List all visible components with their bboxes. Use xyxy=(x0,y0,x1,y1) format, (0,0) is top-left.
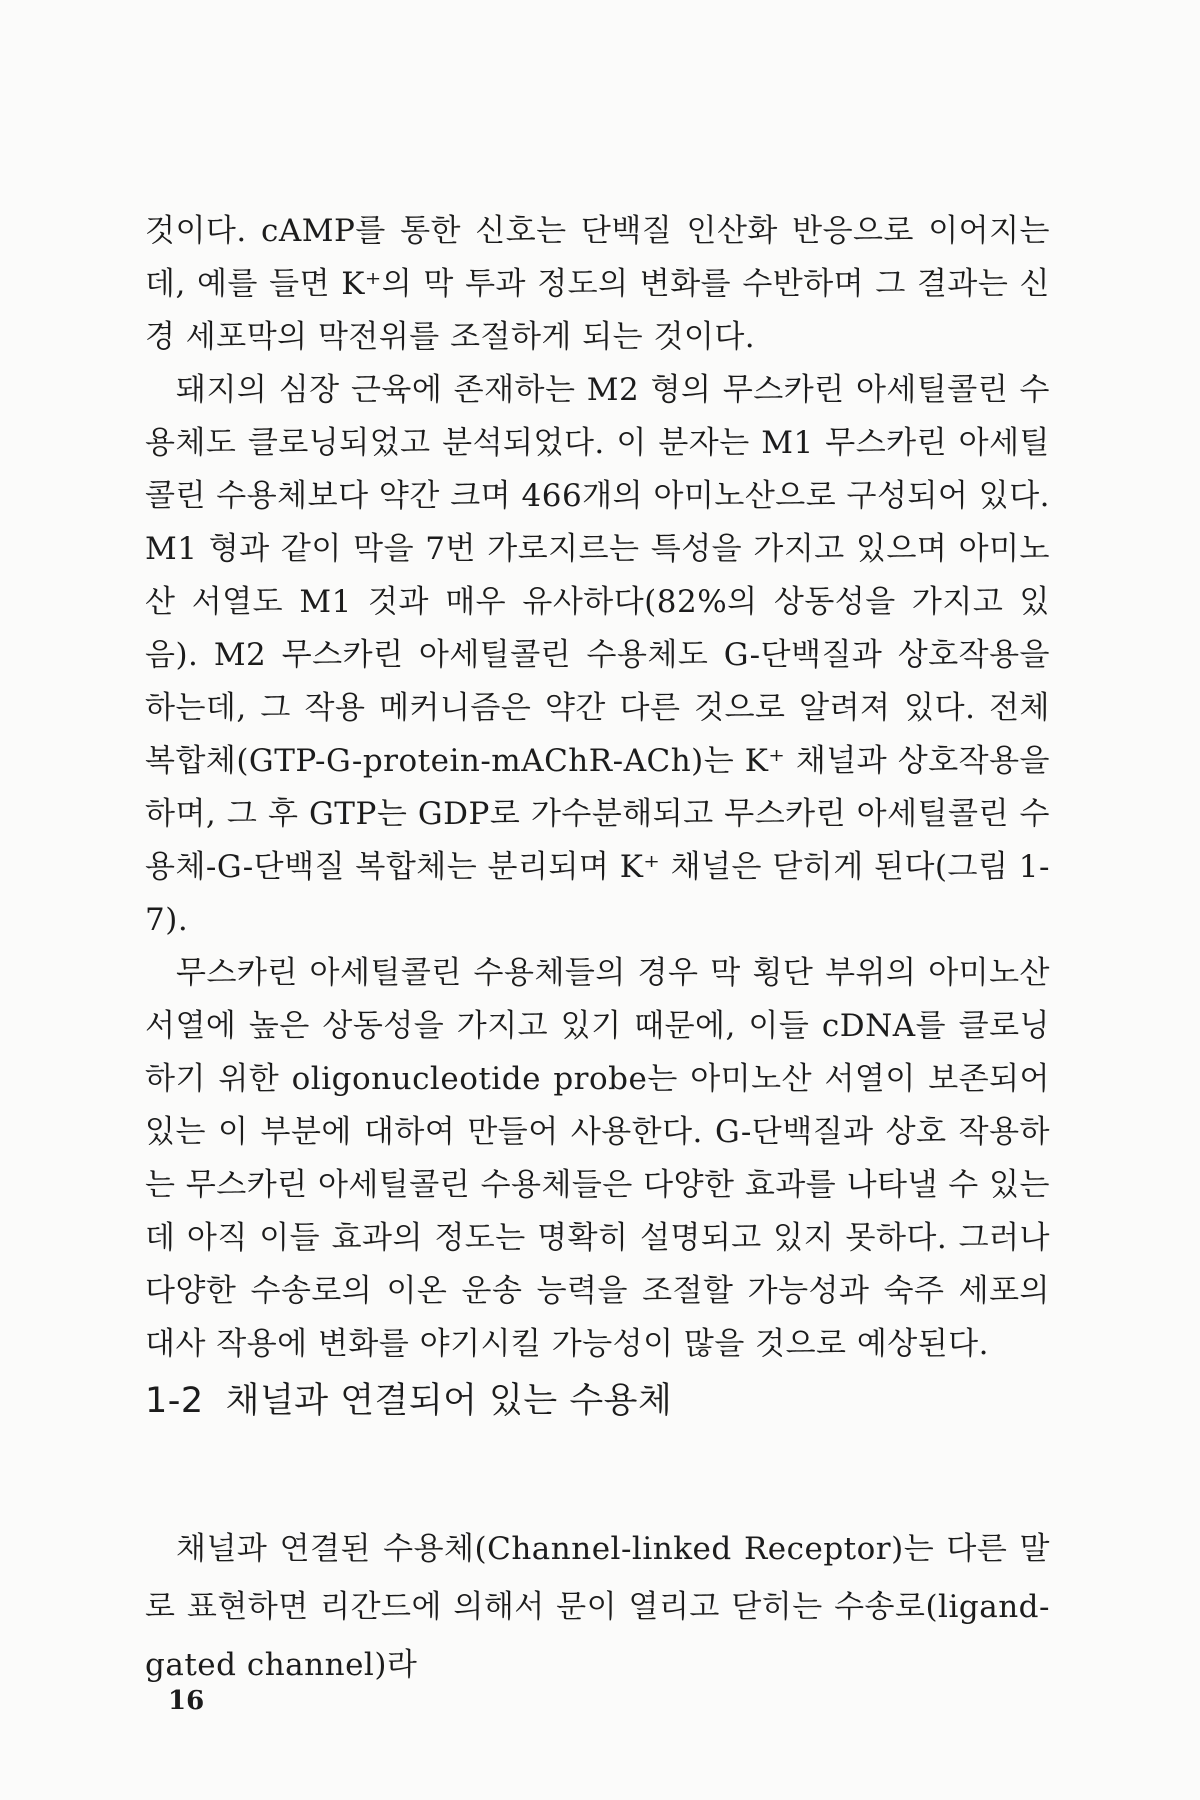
paragraph-m2-receptor: 돼지의 심장 근육에 존재하는 M2 형의 무스카린 아세틸콜린 수용체도 클로닝되었고 분석되었다. 이 분자는 M1 무스카린 아세틸콜린 수용체보다 약간 크며 466개의 아미노산으로 구성되어 있다. M1 형과 같이 막을 7번 가로지르는 특성을 가지고 있으며 아미노산 서열도 M1 것과 매우 유사하다(82%의 상동성을 가지고 있음). M2 무스카린 아세틸콜린 수용체도 G-단백질과 상호작용을 하는데, 그 작용 메커니즘은 약간 다른 것으로 알려져 있다. 전체 복합체(GTP-G-protein-mAChR-ACh)는 K⁺ 채널과 상호작용을 하며, 그 후 GTP는 GDP로 가수분해되고 무스카린 아세틸콜린 수용체-G-단백질 복합체는 분리되며 K⁺ 채널은 닫히게 된다(그림 1-7). xyxy=(145,372,1050,938)
page-number: 16 xyxy=(168,1686,205,1716)
section-body-text xyxy=(145,1520,1050,1694)
section-title: 채널과 연결되어 있는 수용체 xyxy=(225,1381,673,1421)
paragraph-channel-linked-receptor: 채널과 연결된 수용체(Channel-linked Receptor)는 다른 말로 표현하면 리간드에 의해서 문이 열리고 닫히는 수송로(ligand-gated channel)라 xyxy=(145,1531,1050,1683)
paragraph-camp-signal: 것이다. cAMP를 통한 신호는 단백질 인산화 반응으로 이어지는데, 예를 들면 K⁺의 막 투과 정도의 변화를 수반하며 그 결과는 신경 세포막의 막전위를 조절하게 되는 것이다. xyxy=(145,213,1050,355)
body-text xyxy=(145,205,1050,1371)
section-number: 1-2 xyxy=(145,1381,204,1421)
section-heading xyxy=(145,1377,1050,1425)
paragraph-muscarinic-homology: 무스카린 아세틸콜린 수용체들의 경우 막 횡단 부위의 아미노산 서열에 높은 상동성을 가지고 있기 때문에, 이들 cDNA를 클로닝하기 위한 oligonucleotide probe는 아미노산 서열이 보존되어 있는 이 부분에 대하여 만들어 사용한다. G-단백질과 상호 작용하는 무스카린 아세틸콜린 수용체들은 다양한 효과를 나타낼 수 있는데 아직 이들 효과의 정도는 명확히 설명되고 있지 못하다. 그러나 다양한 수송로의 이온 운송 능력을 조절할 가능성과 숙주 세포의 대사 작용에 변화를 야기시킬 가능성이 많을 것으로 예상된다. xyxy=(145,955,1050,1362)
